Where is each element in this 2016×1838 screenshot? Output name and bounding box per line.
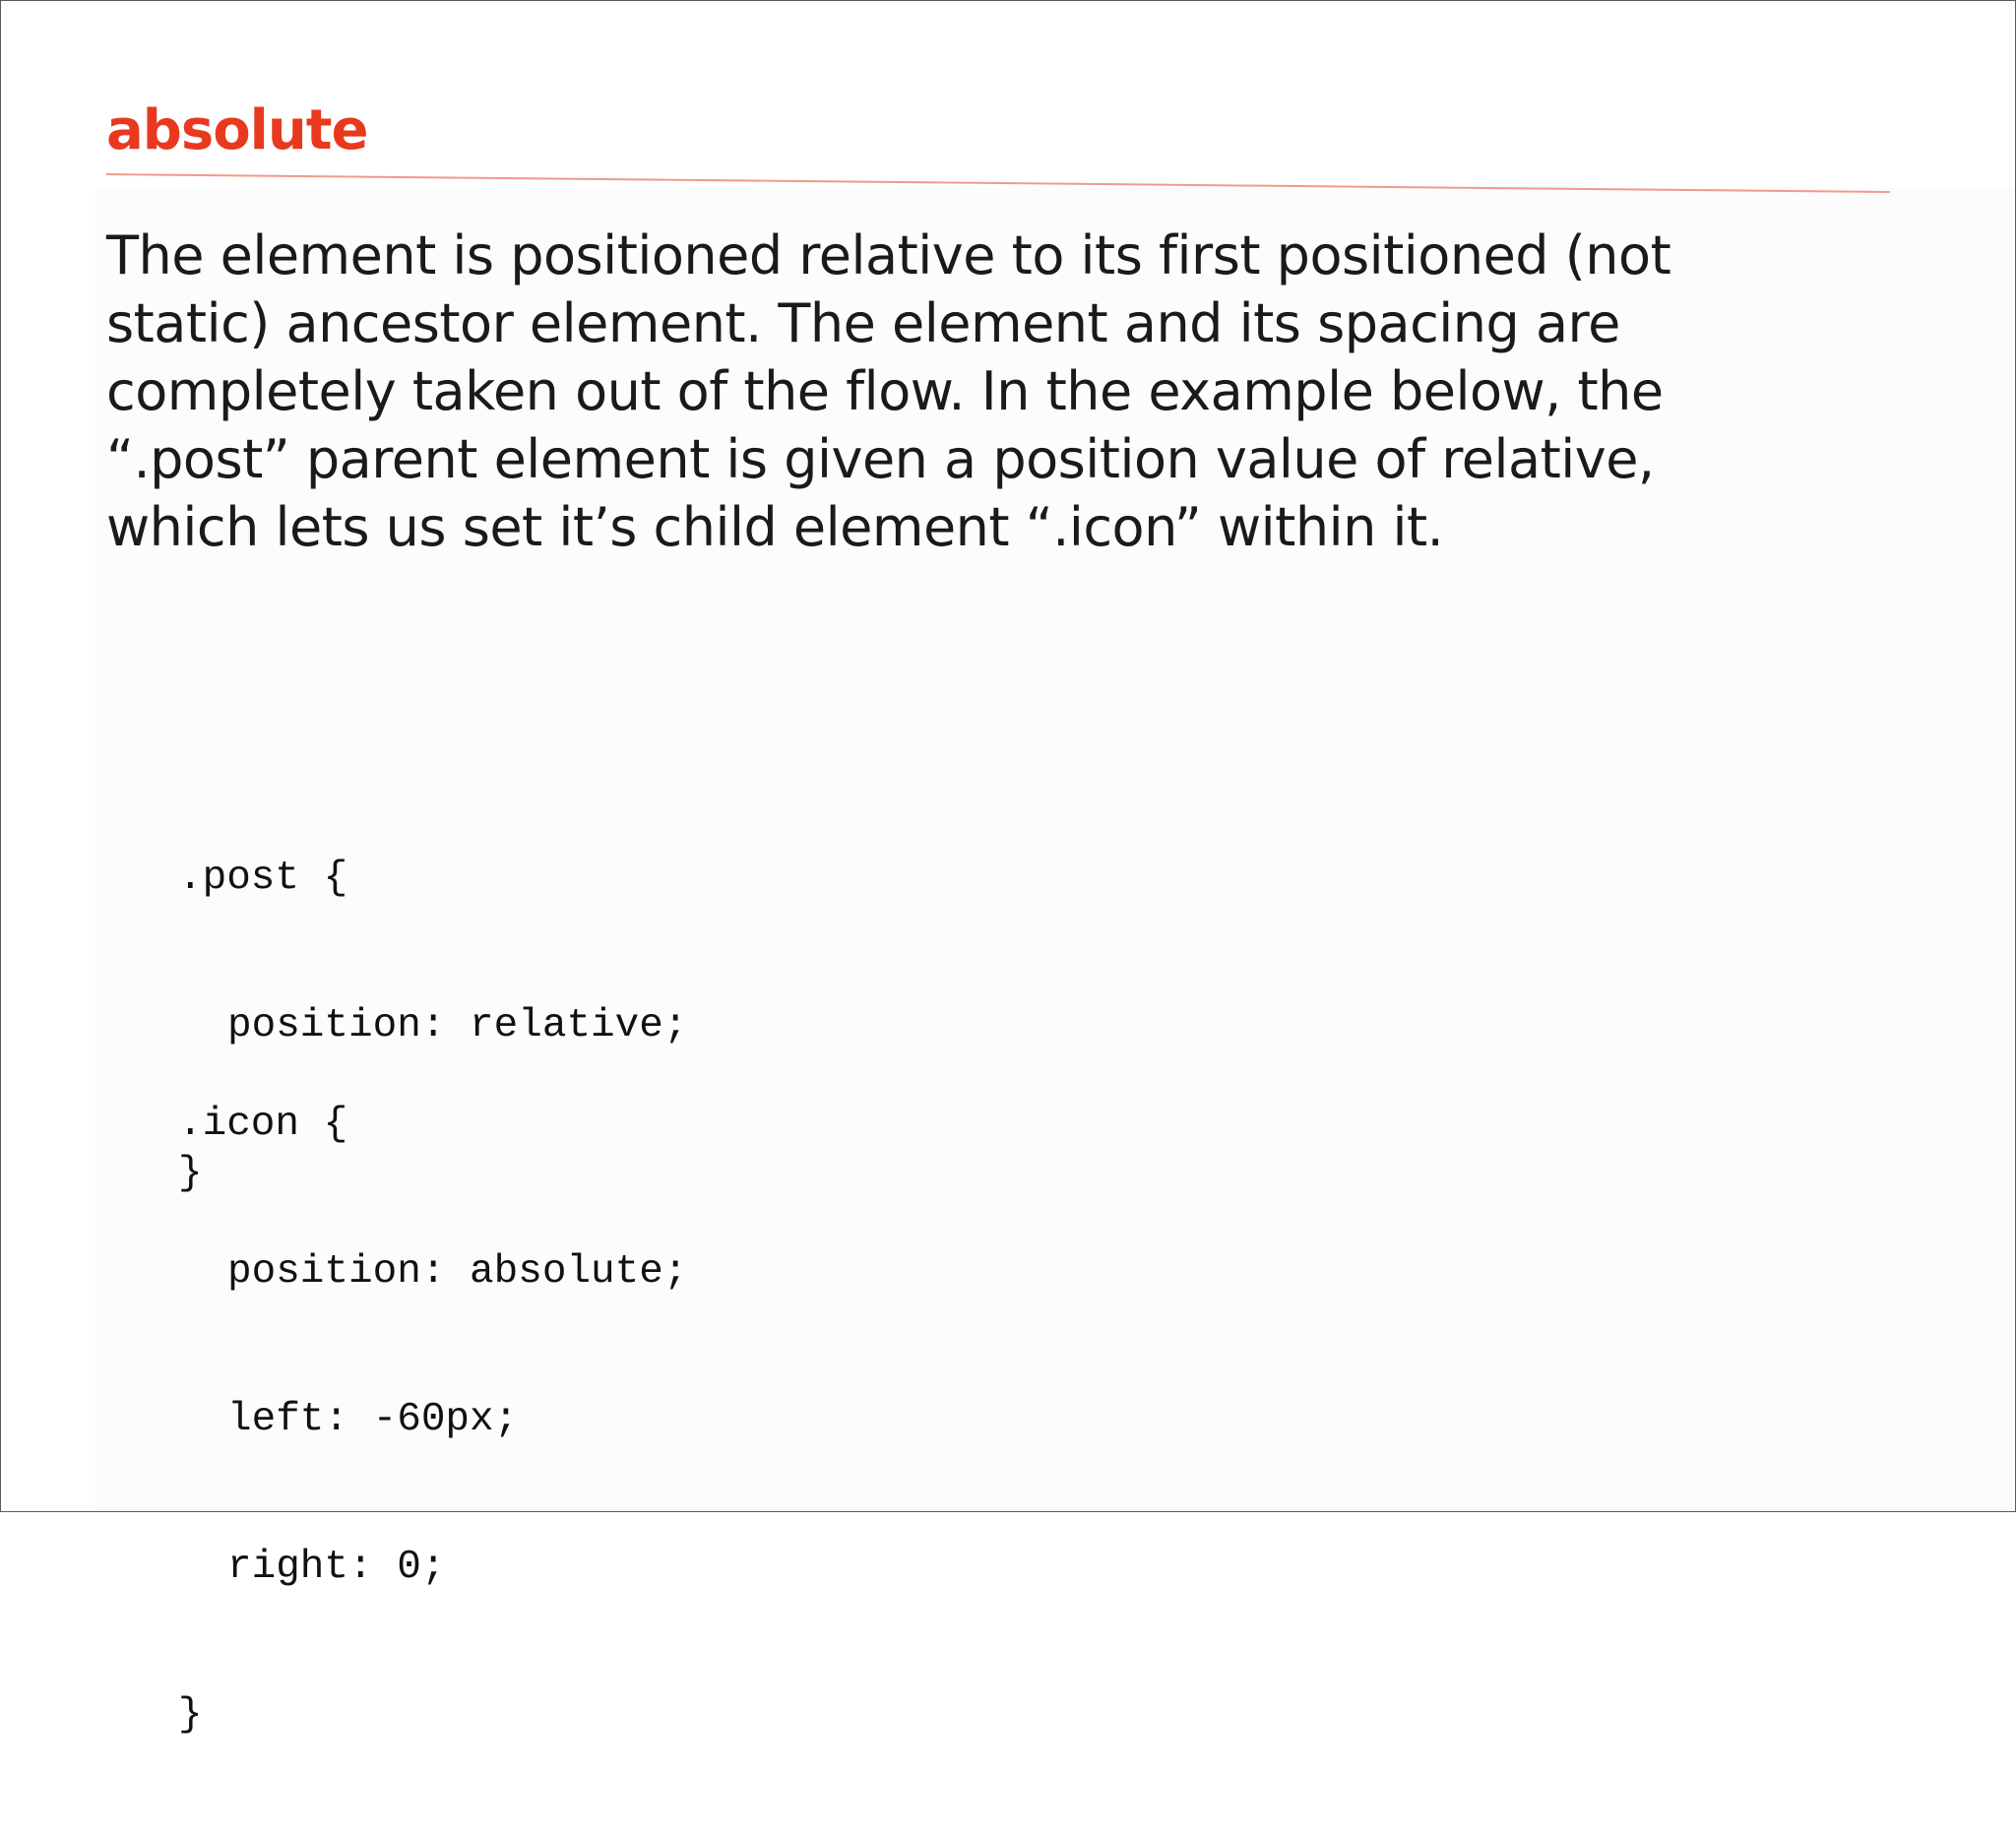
code-declaration-line: right: 0; bbox=[227, 1545, 446, 1590]
code-declaration-line: position: absolute; bbox=[227, 1249, 688, 1295]
code-closing-brace: } bbox=[178, 1692, 203, 1738]
code-closing-brace: } bbox=[178, 1151, 203, 1196]
description-text: The element is positioned relative to its first positioned (not static) ancestor element. The element and its spacing are completely taken out of the flow. In the example below, the “.post” parent element is given a position value of relative, which lets us set it’s child element “.icon” within it. bbox=[106, 224, 1671, 558]
code-block-icon bbox=[178, 1001, 687, 1838]
code-selector-line: .icon { bbox=[178, 1102, 348, 1147]
code-declaration-line: position: relative; bbox=[227, 1003, 688, 1048]
slide-title: absolute bbox=[106, 98, 368, 162]
code-declaration-line: left: -60px; bbox=[227, 1397, 519, 1442]
code-selector-line: .post { bbox=[178, 856, 348, 901]
